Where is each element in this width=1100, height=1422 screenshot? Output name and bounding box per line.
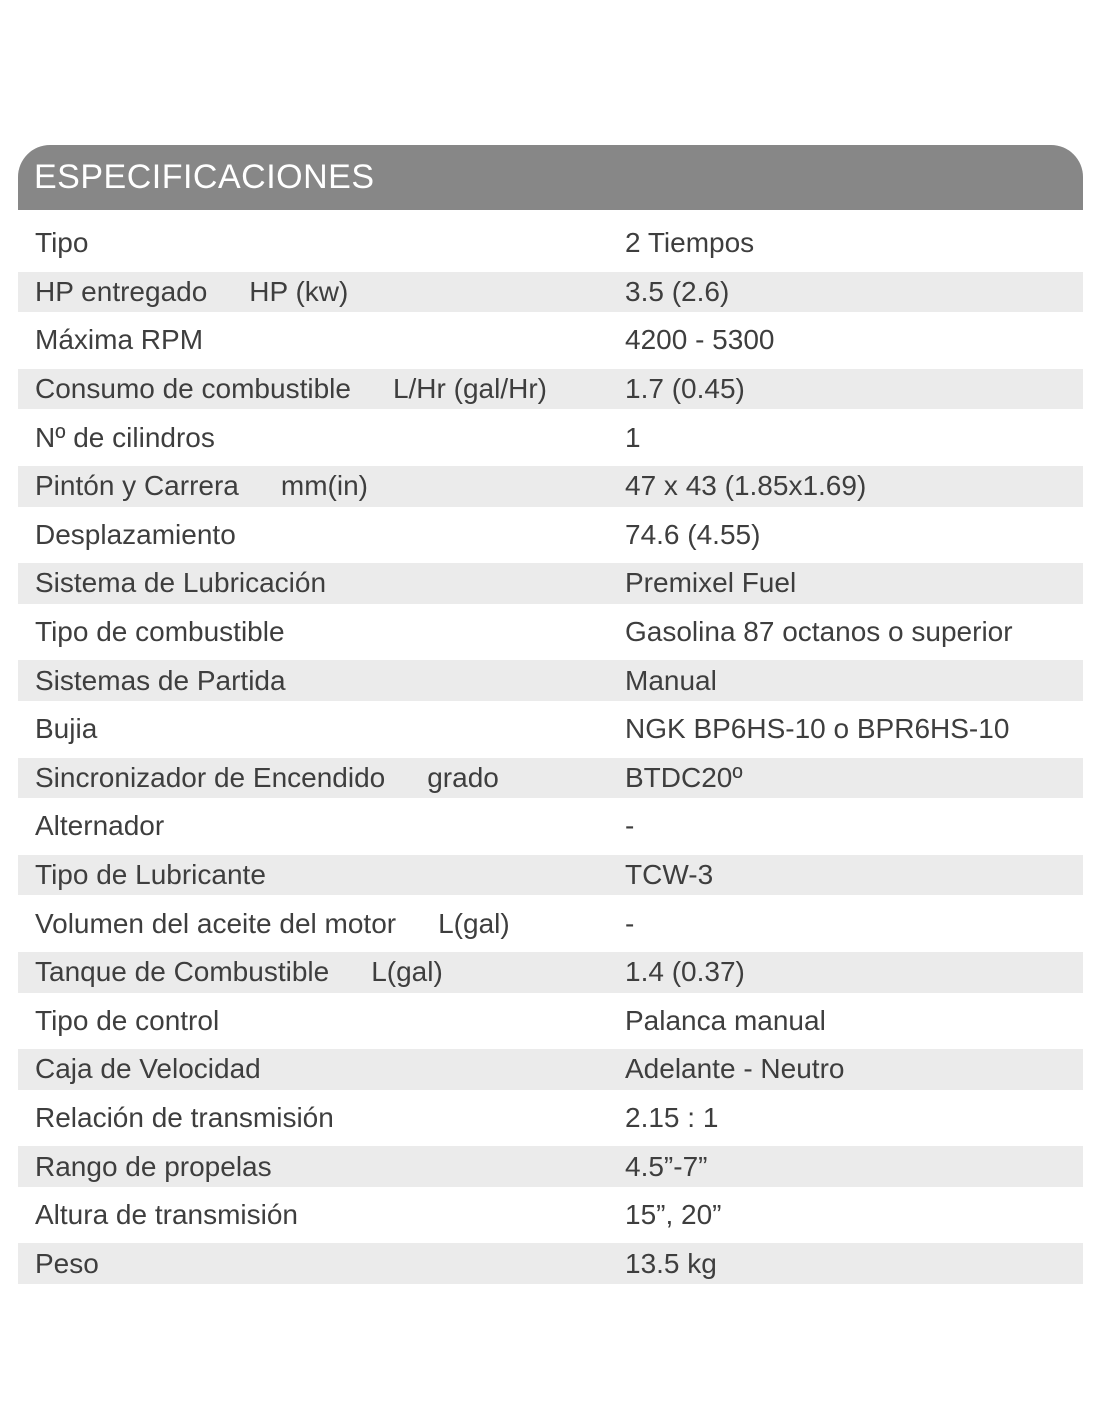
spec-value: Adelante - Neutro [625,1053,845,1085]
spec-value: Premixel Fuel [625,567,797,599]
spec-label: Tipo de control [35,1004,220,1036]
spec-label: Tanque de Combustible [35,956,330,988]
spec-row [18,316,1083,365]
spec-label: Alternador [35,810,165,842]
spec-unit: HP (kw) [249,275,349,307]
spec-label: Tipo [35,227,89,259]
spec-row [18,656,1083,705]
spec-row [18,219,1083,268]
spec-label: Tipo de combustible [35,616,285,648]
spec-row [18,899,1083,948]
spec-row [18,1239,1083,1288]
page-title: ESPECIFICACIONES [34,158,375,196]
spec-value: 4200 - 5300 [625,324,775,356]
spec-row [18,559,1083,608]
spec-value: BTDC20º [625,761,743,793]
spec-value: NGK BP6HS-10 o BPR6HS-10 [625,713,1010,745]
spec-value: 3.5 (2.6) [625,275,730,307]
spec-row [18,754,1083,803]
spec-label: Desplazamiento [35,518,236,550]
spec-row [18,1191,1083,1240]
spec-label: HP entregado [35,275,208,307]
spec-unit: L(gal) [438,907,510,939]
section-header-banner [18,145,1083,210]
spec-label: Nº de cilindros [35,421,215,453]
spec-label: Peso [35,1247,99,1279]
spec-value: 4.5”-7” [625,1150,708,1182]
spec-row [18,462,1083,511]
spec-value: - [625,810,635,842]
spec-unit: L/Hr (gal/Hr) [392,373,547,405]
spec-value: Palanca manual [625,1004,826,1036]
spec-row [18,608,1083,657]
spec-label: Bujia [35,713,98,745]
spec-label: Tipo de Lubricante [35,859,266,891]
spec-row [18,851,1083,900]
spec-label: Pintón y Carrera [35,470,239,502]
spec-label: Relación de transmisión [35,1101,334,1133]
spec-row [18,802,1083,851]
spec-value: 15”, 20” [625,1199,722,1231]
spec-value: 1.4 (0.37) [625,956,745,988]
spec-value: 2 Tiempos [625,227,755,259]
spec-label: Sistemas de Partida [35,664,286,696]
spec-label: Sincronizador de Encendido [35,761,386,793]
spec-value: 47 x 43 (1.85x1.69) [625,470,867,502]
spec-row [18,1094,1083,1143]
spec-row [18,511,1083,560]
spec-row [18,1142,1083,1191]
spec-unit: L(gal) [371,956,443,988]
spec-value: 1 [625,421,641,453]
spec-row [18,413,1083,462]
spec-label: Rango de propelas [35,1150,272,1182]
spec-value: TCW-3 [625,859,714,891]
spec-value: 13.5 kg [625,1247,717,1279]
spec-label: Sistema de Lubricación [35,567,327,599]
spec-value: Manual [625,664,717,696]
spec-label: Altura de transmisión [35,1199,299,1231]
spec-value: 74.6 (4.55) [625,518,761,550]
spec-row [18,268,1083,317]
spec-row [18,997,1083,1046]
spec-row [18,365,1083,414]
spec-row [18,948,1083,997]
spec-table [18,210,1083,1288]
spec-label: Consumo de combustible [35,373,351,405]
spec-row [18,1045,1083,1094]
spec-unit: mm(in) [280,470,368,502]
spec-row [18,705,1083,754]
spec-value: 1.7 (0.45) [625,373,745,405]
spec-unit: grado [427,761,499,793]
spec-label: Máxima RPM [35,324,204,356]
spec-value: - [625,907,635,939]
spec-label: Caja de Velocidad [35,1053,261,1085]
spec-value: Gasolina 87 octanos o superior [625,616,1013,648]
spec-label: Volumen del aceite del motor [35,907,397,939]
spec-value: 2.15 : 1 [625,1101,719,1133]
